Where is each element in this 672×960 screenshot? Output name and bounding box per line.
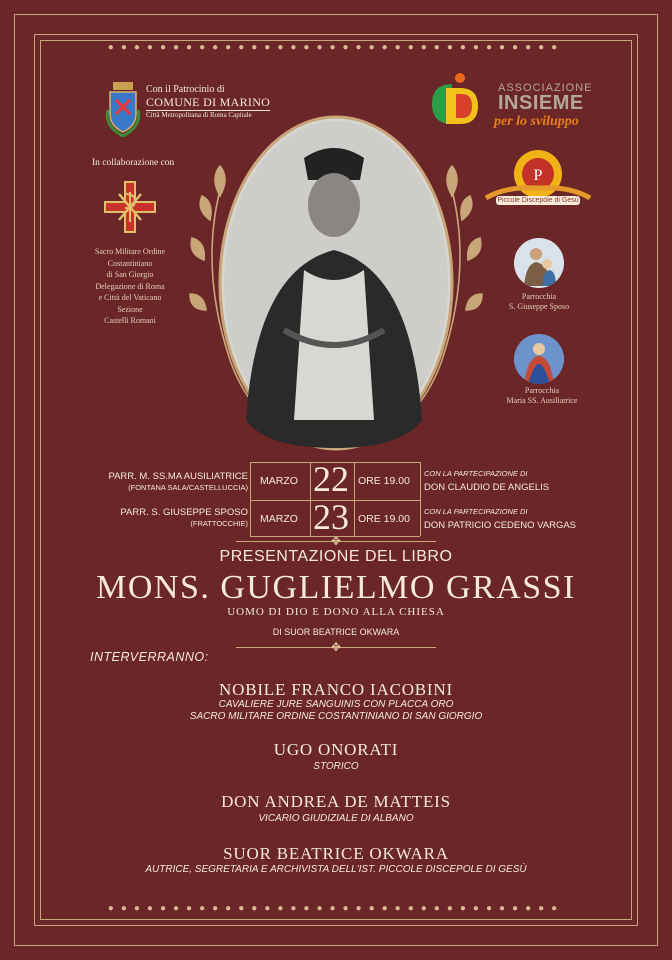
speaker2-name: UGO ONORATI bbox=[273, 740, 399, 759]
event1-time: ORE 19.00 bbox=[358, 475, 410, 487]
event-vline-1 bbox=[310, 462, 311, 536]
svg-text:P: P bbox=[533, 167, 543, 184]
book-title: MONS. GUGLIELMO GRASSI bbox=[96, 569, 576, 606]
speakers-label: INTERVERRANNO: bbox=[90, 650, 209, 664]
portrait-frame bbox=[184, 110, 488, 456]
order-org-text bbox=[80, 246, 180, 327]
event2-month: MARZO bbox=[260, 513, 298, 525]
order-line-5: e Città del Vaticano bbox=[98, 293, 162, 302]
collaboration-label: In collaborazione con bbox=[92, 158, 175, 168]
book-subtitle: UOMO DI DIO E DONO ALLA CHIESA bbox=[227, 606, 445, 618]
piccole-label: Piccole Discepole di Gesù bbox=[497, 197, 579, 204]
maria-ausiliatrice-parish-icon bbox=[514, 334, 564, 384]
association-line3: per lo sviluppo bbox=[494, 114, 579, 129]
order-line-4: Delegazione di Roma bbox=[95, 281, 165, 291]
bottom-dots-divider: ●●●●●●●●●●●●●●●●●●●●●●●●●●●●●●●●●●● bbox=[107, 903, 565, 914]
san-giuseppe-parish-icon bbox=[514, 238, 564, 288]
speaker1-role2: SACRO MILITARE ORDINE COSTANTINIANO DI SAN GIORGIO bbox=[189, 711, 483, 722]
order-line-7: Castelli Romani bbox=[104, 316, 156, 325]
order-line-6: Sezione bbox=[117, 304, 143, 314]
ornament-1-icon: ✥ bbox=[330, 534, 342, 548]
comune-subtitle: Città Metropolitana di Roma Capitale bbox=[146, 111, 252, 119]
event-vline-right bbox=[420, 462, 421, 536]
event2-day: 23 bbox=[313, 497, 349, 537]
event2-guest: DON PATRICIO CEDENO VARGAS bbox=[424, 520, 577, 531]
top-dots-divider: ●●●●●●●●●●●●●●●●●●●●●●●●●●●●●●●●●●● bbox=[107, 42, 565, 53]
event1-parish: PARR. M. SS.MA AUSILIATRICE bbox=[108, 471, 248, 482]
order-line-2: Costantiniano bbox=[107, 258, 153, 268]
ornament-2-icon: ✥ bbox=[330, 640, 342, 654]
parish1-text bbox=[494, 292, 584, 312]
event2-parish: PARR. S. GIUSEPPE SPOSO bbox=[120, 507, 248, 518]
speaker2-role1: STORICO bbox=[313, 761, 359, 772]
parish1-line2: S. Giuseppe Sposo bbox=[508, 302, 570, 311]
parish2-line1: Parrocchia bbox=[524, 386, 560, 395]
event2-location: (FRATTOCCHIE) bbox=[190, 519, 248, 528]
constantinian-cross-icon bbox=[101, 178, 159, 236]
book-author: DI SUOR BEATRICE OKWARA bbox=[272, 627, 400, 637]
patronage-intro: Con il Patrocinio di bbox=[146, 84, 225, 95]
parish2-line2: Maria SS. Ausiliatrice bbox=[506, 396, 578, 405]
event1-month: MARZO bbox=[260, 475, 298, 487]
order-line-3: di San Giorgio bbox=[106, 270, 154, 279]
speaker4-name: SUOR BEATRICE OKWARA bbox=[223, 844, 449, 863]
order-line-1: Sacro Militare Ordine bbox=[94, 247, 166, 256]
event1-with-label: CON LA PARTECIPAZIONE DI bbox=[424, 469, 528, 478]
speaker3-role1: VICARIO GIUDIZIALE DI ALBANO bbox=[258, 813, 414, 824]
event2-with-label: CON LA PARTECIPAZIONE DI bbox=[424, 507, 528, 516]
event1-day: 22 bbox=[313, 459, 349, 499]
comune-name: COMUNE DI MARINO bbox=[146, 95, 271, 109]
speaker1-role1: CAVALIERE JURE SANGUINIS CON PLACCA ORO bbox=[218, 699, 454, 710]
association-line1: ASSOCIAZIONE bbox=[498, 82, 593, 94]
speaker1-name: NOBILE FRANCO IACOBINI bbox=[219, 680, 453, 699]
parish2-text bbox=[494, 386, 590, 406]
speaker3-name: DON ANDREA DE MATTEIS bbox=[221, 792, 451, 811]
event1-location: (FONTANA SALA/CASTELLUCCIA) bbox=[128, 483, 248, 492]
event-vline-2 bbox=[354, 462, 355, 536]
event1-guest: DON CLAUDIO DE ANGELIS bbox=[424, 482, 550, 493]
marino-coat-of-arms-icon bbox=[104, 80, 142, 140]
parish1-line1: Parrocchia bbox=[521, 292, 557, 301]
book-presentation: PRESENTAZIONE DEL LIBRO bbox=[219, 548, 453, 565]
speaker4-role1: AUTRICE, SEGRETARIA E ARCHIVISTA DELL'IST. PICCOLE DISCEPOLE DI GESÙ bbox=[145, 864, 527, 875]
event2-time: ORE 19.00 bbox=[358, 513, 410, 525]
association-line2: INSIEME bbox=[498, 92, 584, 114]
event-vline-left bbox=[250, 462, 251, 536]
